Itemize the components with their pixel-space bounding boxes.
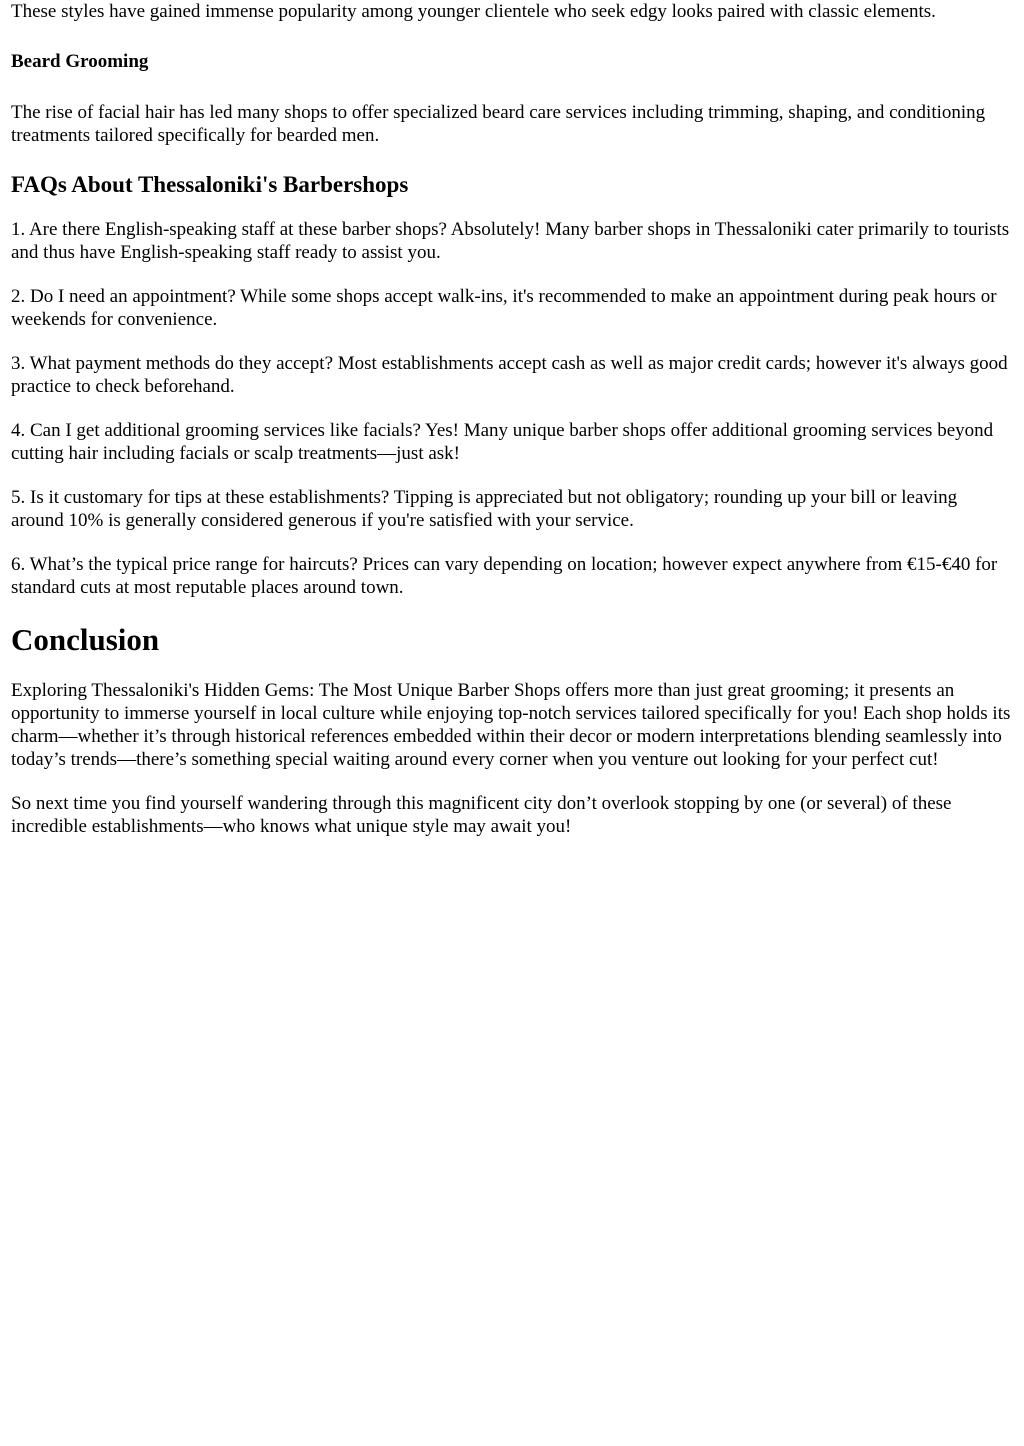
beard-grooming-heading: Beard Grooming (11, 51, 149, 72)
conclusion-paragraph: Exploring Thessaloniki's Hidden Gems: The Most Unique Barber Shops offers more than just great grooming; it presents an opportunity to immerse yourself in local culture while enjoying top-notch services tailored specifically for you! Each shop holds its charm—whether it’s through historical references embedded within their decor or modern interpretations blending seamlessly into today’s trends—there’s something special waiting around every corner when you venture out looking for your perfect cut! (11, 680, 1011, 770)
faq-heading: FAQs About Thessaloniki's Barbershops (11, 172, 409, 197)
faq-item: 2. Do I need an appointment? While some shops accept walk-ins, it's recommended to make an appointment during peak hours or weekends for convenience. (11, 286, 997, 330)
conclusion-paragraph: So next time you find yourself wandering through this magnificent city don’t overlook stopping by one (or several) of these incredible establishments—who knows what unique style may await you! (11, 793, 952, 837)
faq-item: 4. Can I get additional grooming services like facials? Yes! Many unique barber shops offer additional grooming services beyond cutting hair including facials or scalp treatments—just ask! (11, 420, 994, 464)
faq-item: 3. What payment methods do they accept? Most establishments accept cash as well as major credit cards; however it's always good practice to check beforehand. (11, 353, 1008, 397)
faq-item: 6. What’s the typical price range for haircuts? Prices can vary depending on location; however expect anywhere from €15-€40 for standard cuts at most reputable places around town. (11, 554, 998, 598)
intro-paragraph: These styles have gained immense popularity among younger clientele who seek edgy looks paired with classic elements. (11, 1, 936, 22)
beard-grooming-paragraph: The rise of facial hair has led many shops to offer specialized beard care services including trimming, shaping, and conditioning treatments tailored specifically for bearded men. (11, 102, 986, 146)
faq-item: 1. Are there English-speaking staff at these barber shops? Absolutely! Many barber shops in Thessaloniki cater primarily to tourists and thus have English-speaking staff ready to assist you. (11, 219, 1010, 263)
conclusion-heading: Conclusion (11, 622, 160, 657)
faq-item: 5. Is it customary for tips at these establishments? Tipping is appreciated but not obligatory; rounding up your bill or leaving around 10% is generally considered generous if you're satisfied with your service. (11, 487, 958, 531)
